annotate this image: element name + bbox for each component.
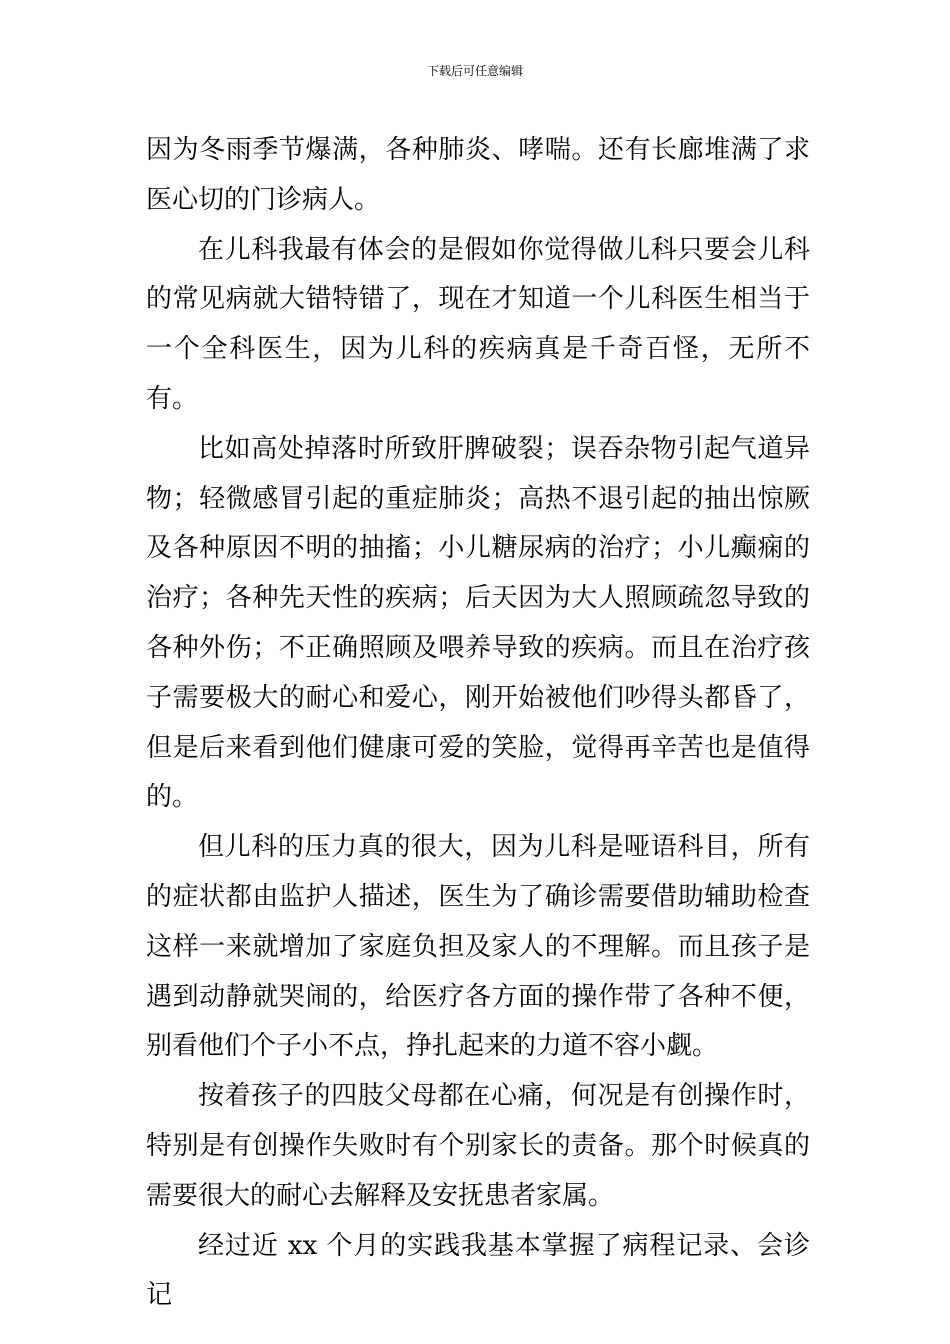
paragraph: 经过近 xx 个月的实践我基本掌握了病程记录、会诊记 — [146, 1230, 810, 1311]
document-body — [146, 126, 810, 1321]
paragraph: 比如高处掉落时所致肝脾破裂；误吞杂物引起气道异物；轻微感冒引起的重症肺炎；高热不退引起的抽出惊厥及各种原因不明的抽搐；小儿糖尿病的治疗；小儿癫痫的治疗；各种先天性的疾病；后天因为大人照顾疏忽导致的各种外伤；不正确照顾及喂养导致的疾病。而且在治疗孩子需要极大的耐心和爱心，刚开始被他们吵得头都昏了，但是后来看到他们健康可爱的笑脸，觉得再辛苦也是值得的。 — [146, 433, 810, 813]
page-header: 下载后可任意编辑 — [426, 64, 523, 78]
paragraph: 在儿科我最有体会的是假如你觉得做儿科只要会儿科的常见病就大错特错了，现在才知道一个儿科医生相当于一个全科医生，因为儿科的疾病真是千奇百怪，无所不有。 — [146, 234, 810, 414]
paragraph: 按着孩子的四肢父母都在心痛，何况是有创操作时，特别是有创操作失败时有个别家长的责备。那个时候真的需要很大的耐心去解释及安抚患者家属。 — [146, 1081, 810, 1211]
paragraph-continued: 因为冬雨季节爆满，各种肺炎、哮喘。还有长廊堆满了求医心切的门诊病人。 — [146, 135, 810, 215]
paragraph: 但儿科的压力真的很大，因为儿科是哑语科目，所有的症状都由监护人描述，医生为了确诊需要借助辅助检查这样一来就增加了家庭负担及家人的不理解。而且孩子是遇到动静就哭闹的，给医疗各方面的操作带了各种不便，别看他们个子小不点，挣扎起来的力道不容小觑。 — [146, 832, 810, 1062]
